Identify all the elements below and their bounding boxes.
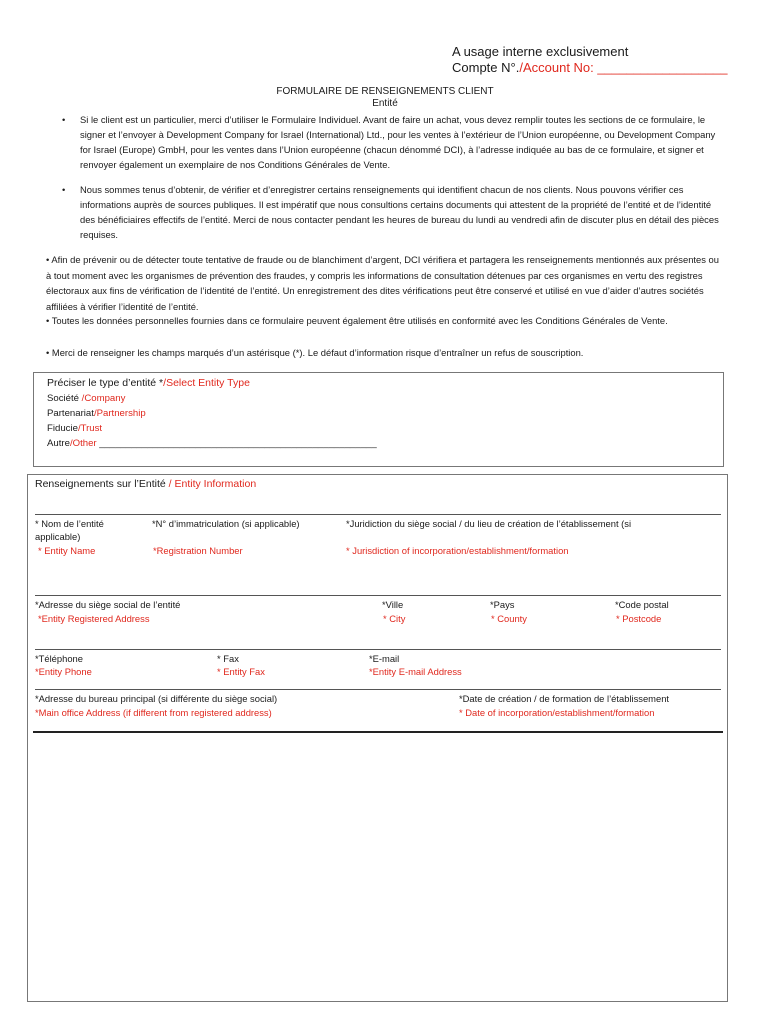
option-label-fr: Société [47,393,82,404]
option-label-en: /Other [69,438,100,449]
postcode-label: *Code postal [615,599,669,610]
entity-info-title-fr: Renseignements sur l’Entité [35,478,169,490]
bullet-item [62,182,722,242]
registered-address-label-en: *Entity Registered Address [38,613,150,624]
email-label: *E-mail [369,653,400,664]
formation-date-label: *Date de création / de formation de l’établissement [459,693,670,704]
bullet-dot-icon: • [62,114,66,125]
option-label-fr: Partenariat [47,408,94,419]
notice-paragraph: • Merci de renseigner les champs marqués d’un astérisque (*). Le défaut d’information risque d’entraîner un refus de souscription. [46,347,584,358]
postcode-label-en: * Postcode [616,613,662,624]
option-company[interactable] [47,393,125,404]
form-title: FORMULAIRE DE RENSEIGNEMENTS CLIENT [276,86,494,97]
entity-type-title-fr: Préciser le type d’entité * [47,377,164,389]
bullet-text: Si le client est un particulier, merci d’utiliser le Formulaire Individuel. Avant de faire un achat, vous devez remplir toutes les sections de ce formulaire, le signer et l’envoyer à Development Company for Israel (International) Ltd., pour les ventes à l’extérieur de l’Union européenne, ou Development Company for Israel (Europe) GmbH, pour les ventes dans l’Union européenne (chacun dénommé DCI), à l’adresse indiquée au bas de ce formulaire, et signer et renvoyer également un exemplaire de nos Conditions Générales de Vente. [80,114,716,170]
email-label-en: *Entity E-mail Address [369,666,462,677]
intro-bullets [62,112,722,172]
registration-number-label-en: *Registration Number [153,545,243,556]
office-input-line[interactable] [35,689,721,690]
city-label-en: * City [383,613,406,624]
bullet-text: Nous sommes tenus d’obtenir, de vérifier et d’enregistrer certains renseignements qui identifient chacun de nos clients. Nous pouvons vérifier ces informations auprès de sources publiques. Il est impératif que nous consultions certains documents qui attestent de la propriété de l’entité et de l’identité des bénéficiaires effectifs de l’entité. Merci de nous contacter pendant les heures de bureau du lundi au vendredi afin de discuter plus en détail des pièces requises. [80,184,719,240]
entity-name-label: * Nom de l’entité applicable) [35,518,104,542]
bullet-item [62,112,722,172]
country-label: *Pays [490,599,515,610]
formation-date-label-en: * Date of incorporation/establishment/formation [459,707,655,718]
section-divider [33,731,723,733]
entity-info-title-en: / Entity Information [168,478,257,490]
option-label-en: /Trust [77,423,103,434]
phone-label: *Téléphone [35,653,83,664]
entity-info-section [27,474,728,1002]
option-label-fr: Fiducie [47,423,78,434]
other-text-field[interactable]: ____________________________________________________ [99,438,377,449]
account-label-en[interactable]: /Account No: __________________ [519,60,728,75]
bullet-dot-icon: • [62,184,66,195]
jurisdiction-label: *Juridiction du siège social / du lieu de création de l’établissement (si [346,518,632,529]
internal-use-label: A usage interne exclusivement [452,44,629,59]
option-trust[interactable] [47,423,102,434]
office-address-label-en: *Main office Address (if different from registered address) [35,707,272,718]
registration-number-label: *N° d’immatriculation (si applicable) [152,518,300,529]
form-subtitle: Entité [372,98,398,109]
internal-use-block [452,44,728,76]
fax-label: * Fax [217,653,239,664]
option-label-en: /Company [81,393,126,404]
notice-paragraph: • Toutes les données personnelles fournies dans ce formulaire peuvent également être utilisés en conformité avec les Conditions Générales de Vente. [46,315,668,326]
phone-input-line[interactable] [35,649,721,650]
office-address-label: *Adresse du bureau principal (si différente du siège social) [35,693,278,704]
city-label: *Ville [382,599,404,610]
country-label-en: * County [491,613,527,624]
account-number-line [452,60,728,76]
fax-label-en: * Entity Fax [217,666,265,677]
form-title-block [0,86,770,110]
address-input-line[interactable] [35,595,721,596]
entity-name-label-en: * Entity Name [38,545,96,556]
option-label-en: /Partnership [93,408,146,419]
entity-type-title [47,377,250,389]
option-other[interactable] [47,438,377,449]
jurisdiction-label-en: * Jurisdiction of incorporation/establishment/formation [346,545,569,556]
phone-label-en: *Entity Phone [35,666,92,677]
entity-type-title-en: /Select Entity Type [163,377,250,389]
notice-paragraph: • Afin de prévenir ou de détecter toute tentative de fraude ou de blanchiment d’argent, DCI vérifiera et partagera les renseignements mentionnés aux présentes ou à tout moment avec les organismes de prévention des fraudes, y compris les informations de consultation détenues par ces organismes en vertu des registres électoraux aux fins de vérification de l’identité de l’entité. Un enregistrement des dites vérifications peut être conservé et utilisé en vue d’aider d’autres sociétés affiliées à vérifier l’identité de l’entité. [46,254,719,312]
option-partnership[interactable] [47,408,146,419]
entity-name-input-line[interactable] [35,514,721,515]
option-label-fr: Autre [47,438,70,449]
entity-info-title [35,478,256,490]
account-label-fr: Compte N°. [452,60,520,75]
intro-bullets-2 [62,182,722,242]
entity-type-section [33,372,724,467]
registered-address-label: *Adresse du siège social de l’entité [35,599,181,610]
